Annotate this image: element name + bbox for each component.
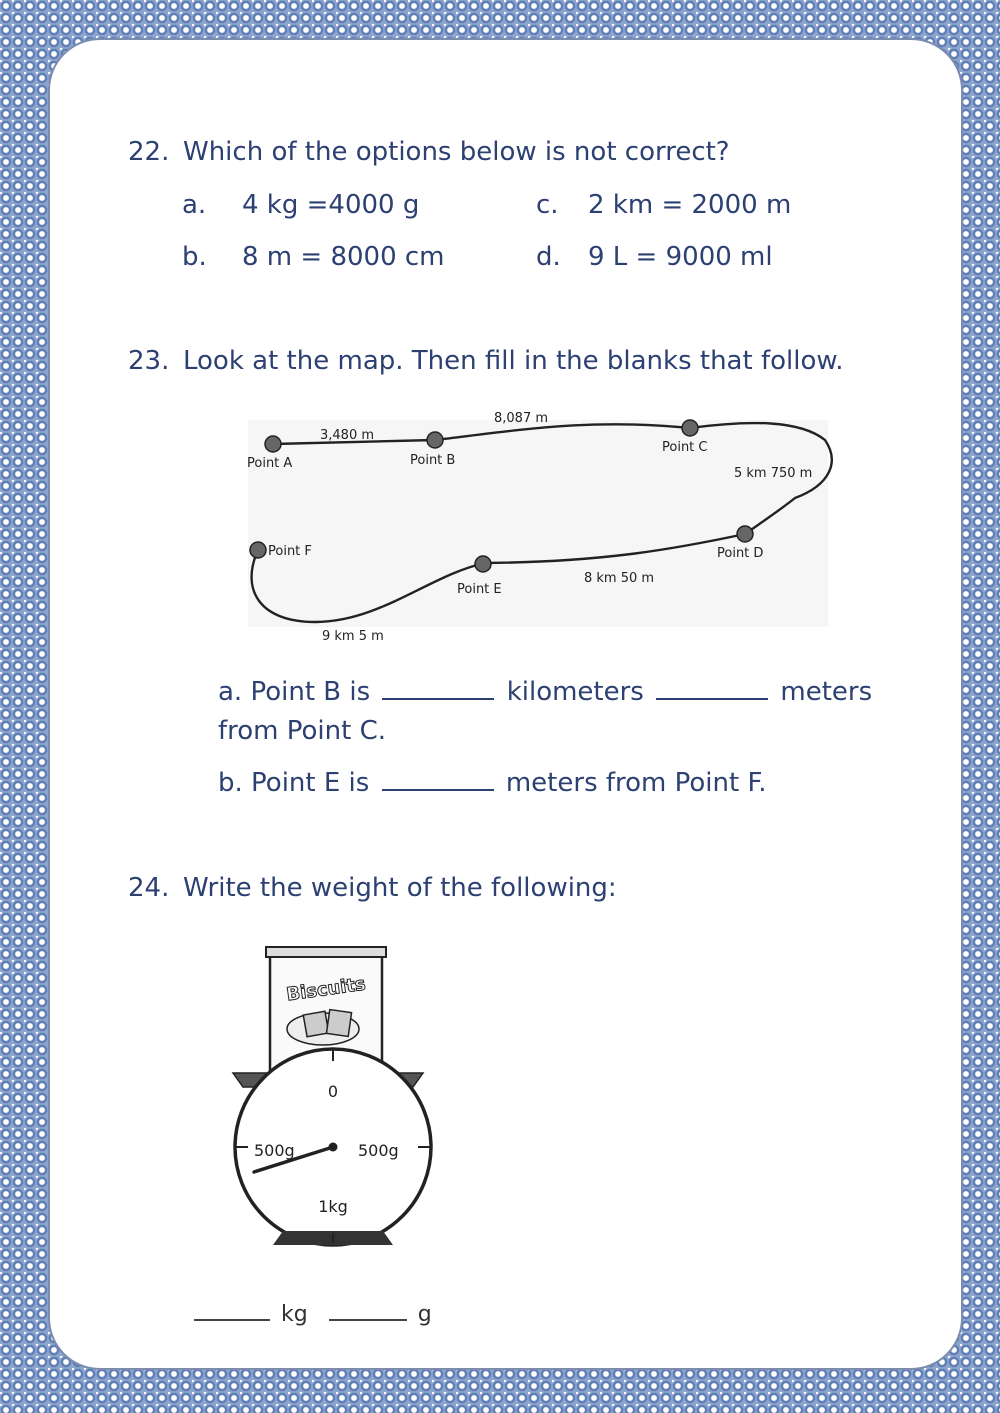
biscuit-box-label: Biscuits xyxy=(285,973,367,1006)
q23-part-a-prefix: a. Point B is xyxy=(218,677,371,707)
distance-c-d: 5 km 750 m xyxy=(734,466,813,481)
biscuit-box-lid xyxy=(266,947,386,957)
weighing-scale-illustration xyxy=(178,925,478,1255)
q22-number: 22. xyxy=(128,137,170,167)
q22-option-c-letter: c. xyxy=(536,190,559,220)
point-c-label: Point C xyxy=(662,440,708,455)
dial-mark-left: 500g xyxy=(254,1141,295,1160)
q24-g-label: g xyxy=(417,1302,432,1327)
map-background xyxy=(248,420,828,627)
q23-part-b-suffix: meters from Point F. xyxy=(505,768,767,798)
q23-part-b xyxy=(218,768,767,798)
dial-pivot xyxy=(329,1143,338,1152)
q23-part-a-line2: from Point C. xyxy=(218,716,387,746)
q23-part-b-prefix: b. Point E is xyxy=(218,768,370,798)
biscuit-piece xyxy=(303,1011,328,1036)
q23-part-a xyxy=(218,677,872,707)
dial-mark-bottom: 1kg xyxy=(318,1197,348,1216)
q23-part-a-m-blank[interactable] xyxy=(656,694,768,700)
point-d-label: Point D xyxy=(717,546,764,561)
q22-option-a-text: 4 kg =4000 g xyxy=(242,190,420,220)
point-d-marker xyxy=(737,526,753,542)
q22-option-c-text: 2 km = 2000 m xyxy=(588,190,792,220)
distance-b-c: 8,087 m xyxy=(494,411,549,426)
q23-part-a-mid: kilometers xyxy=(506,677,644,707)
distance-d-e: 8 km 50 m xyxy=(584,571,655,586)
q23-part-a-km-blank[interactable] xyxy=(382,694,494,700)
route-map xyxy=(240,400,840,650)
point-f-label: Point F xyxy=(268,544,312,559)
q24-kg-label: kg xyxy=(281,1302,308,1327)
q22-option-a-letter: a. xyxy=(182,190,207,220)
q24-number: 24. xyxy=(128,873,170,903)
point-b-marker xyxy=(427,432,443,448)
q24-g-blank[interactable] xyxy=(329,1315,407,1321)
point-e-marker xyxy=(475,556,491,572)
q22-option-b-letter: b. xyxy=(182,242,207,272)
q22-prompt: Which of the options below is not correct? xyxy=(183,137,730,167)
point-e-label: Point E xyxy=(457,582,502,597)
point-f-marker xyxy=(250,542,266,558)
q24-prompt: Write the weight of the following: xyxy=(183,873,617,903)
point-a-label: Point A xyxy=(247,456,293,471)
q24-answer-line xyxy=(190,1302,432,1327)
q22-option-d-text: 9 L = 9000 ml xyxy=(588,242,773,272)
biscuit-piece xyxy=(326,1010,351,1037)
dial-mark-right: 500g xyxy=(358,1141,399,1160)
q23-part-b-blank[interactable] xyxy=(382,785,494,791)
q22-option-d-letter: d. xyxy=(536,242,561,272)
q22-option-b-text: 8 m = 8000 cm xyxy=(242,242,445,272)
distance-a-b: 3,480 m xyxy=(320,428,375,443)
q23-prompt: Look at the map. Then fill in the blanks that follow. xyxy=(183,346,844,376)
point-a-marker xyxy=(265,436,281,452)
q24-kg-blank[interactable] xyxy=(194,1315,270,1321)
q23-part-a-suffix: meters xyxy=(780,677,873,707)
dial-mark-top: 0 xyxy=(327,1082,339,1101)
point-b-label: Point B xyxy=(410,453,456,468)
q23-number: 23. xyxy=(128,346,170,376)
point-c-marker xyxy=(682,420,698,436)
distance-e-f: 9 km 5 m xyxy=(322,629,384,644)
